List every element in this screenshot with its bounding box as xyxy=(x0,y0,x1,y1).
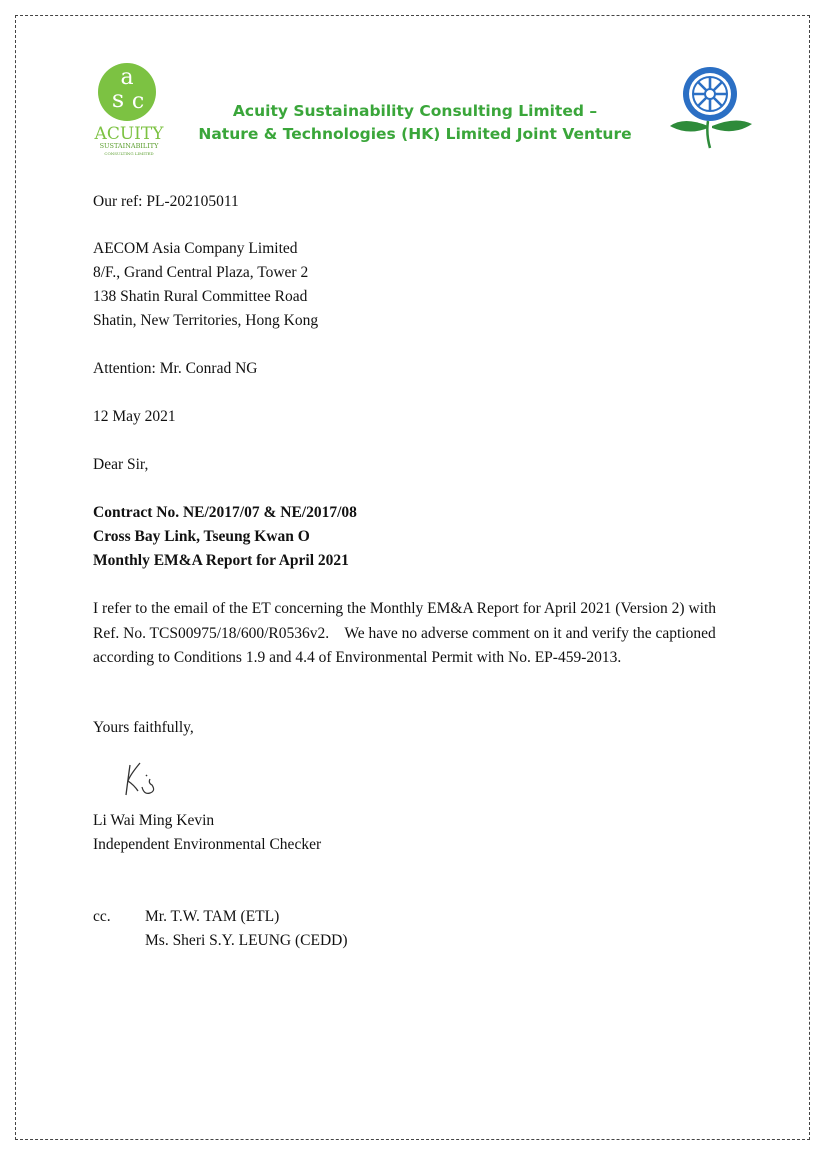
subject-line: Monthly EM&A Report for April 2021 xyxy=(93,552,349,569)
acuity-logo-word: ACUITY xyxy=(94,124,164,144)
closing: Yours faithfully, xyxy=(93,719,194,736)
signatory-title: Independent Environmental Checker xyxy=(93,836,322,853)
cc-recipient: Mr. T.W. TAM (ETL) xyxy=(145,908,280,925)
attention-line: Attention: Mr. Conrad NG xyxy=(93,360,258,377)
subject-line: Contract No. NE/2017/07 & NE/2017/08 xyxy=(93,504,357,521)
address-line: 8/F., Grand Central Plaza, Tower 2 xyxy=(93,264,309,281)
acuity-logo xyxy=(88,62,172,158)
signatory-name: Li Wai Ming Kevin xyxy=(93,812,215,829)
our-reference: Our ref: PL-202105011 xyxy=(93,193,239,210)
acuity-logo-subtext2: CONSULTING LIMITED xyxy=(104,151,154,156)
letter-date: 12 May 2021 xyxy=(93,408,176,425)
svg-text:c: c xyxy=(131,89,145,114)
letter-body xyxy=(93,597,753,671)
svg-text:a: a xyxy=(120,65,134,90)
svg-text:s: s xyxy=(111,85,125,113)
handwritten-signature xyxy=(116,757,166,801)
joint-venture-title xyxy=(180,100,650,146)
body-line: I refer to the email of the ET concerning the Monthly EM&A Report for April 2021 (Version 2) with xyxy=(93,600,717,617)
signatory-block xyxy=(93,809,321,857)
address-line: AECOM Asia Company Limited xyxy=(93,240,298,257)
ship-wheel-flower-icon xyxy=(664,64,756,152)
body-line: according to Conditions 1.9 and 4.4 of Environmental Permit with No. EP-459-2013. xyxy=(93,649,622,666)
acuity-logo-subtext: SUSTAINABILITY xyxy=(99,142,159,150)
address-line: Shatin, New Territories, Hong Kong xyxy=(93,312,319,329)
cc-label: cc. xyxy=(93,908,111,925)
page-border xyxy=(15,15,810,1140)
address-line: 138 Shatin Rural Committee Road xyxy=(93,288,308,305)
cc-list xyxy=(145,905,348,953)
body-line: Ref. No. TCS00975/18/600/R0536v2. We have no adverse comment on it and verify the captioned xyxy=(93,624,716,642)
subject-line: Cross Bay Link, Tseung Kwan O xyxy=(93,528,310,545)
jv-title-line1: Acuity Sustainability Consulting Limited – xyxy=(232,102,598,120)
cc-recipient: Ms. Sheri S.Y. LEUNG (CEDD) xyxy=(145,932,348,949)
subject-block xyxy=(93,501,357,573)
jv-title-line2: Nature & Technologies (HK) Limited Joint Venture xyxy=(198,125,632,143)
salutation: Dear Sir, xyxy=(93,456,149,473)
recipient-address xyxy=(93,237,318,333)
